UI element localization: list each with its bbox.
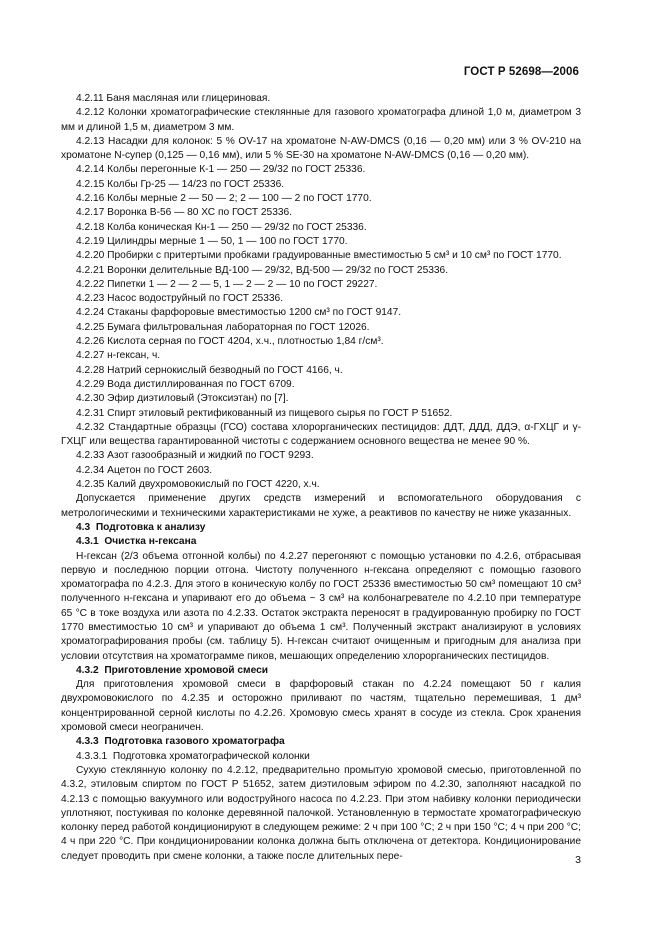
list-item — [61, 192, 581, 206]
item-text: Насос водоструйный по ГОСТ 25336. — [107, 293, 284, 305]
list-item — [61, 249, 581, 263]
section-number: 4.3 — [76, 521, 91, 533]
list-item — [61, 349, 581, 363]
item-number: 4.2.29 — [76, 378, 105, 390]
item-number: 4.2.19 — [76, 235, 105, 247]
item-text: Стаканы фарфоровые вместимостью 1200 см³ по ГОСТ 9147. — [107, 307, 402, 319]
section-4-3-heading — [61, 521, 581, 535]
list-item — [61, 278, 581, 292]
item-number: 4.2.18 — [76, 221, 105, 233]
item-text: Кислота серная по ГОСТ 4204, х.ч., плотностью 1,84 г/см³. — [107, 336, 384, 348]
item-number: 4.2.23 — [76, 293, 105, 305]
section-title: Подготовка газового хроматографа — [104, 736, 285, 748]
item-text: Цилиндры мерные 1 — 50, 1 — 100 по ГОСТ 1770. — [107, 235, 348, 247]
list-item — [61, 335, 581, 349]
list-item — [61, 178, 581, 192]
list-item — [61, 421, 581, 450]
item-number: 4.2.17 — [76, 207, 105, 219]
section-4-3-3-1-heading — [61, 750, 581, 764]
item-text: Спирт этиловый ректификованный из пищевого сырья по ГОСТ Р 51652. — [107, 407, 453, 419]
item-number: 4.2.22 — [76, 278, 105, 290]
page-number: 3 — [575, 854, 581, 866]
section-number: 4.3.3 — [76, 736, 99, 748]
list-item — [61, 163, 581, 177]
item-number: 4.2.27 — [76, 350, 105, 362]
section-title: Очистка н-гексана — [104, 536, 197, 548]
list-item — [61, 449, 581, 463]
item-text: Калий двухромовокислый по ГОСТ 4220, х.ч. — [107, 479, 320, 491]
item-number: 4.2.28 — [76, 364, 105, 376]
item-text: Колонки хроматографические стеклянные для газового хроматографа длиной 1,0 м, диаметром 3 мм и длиной 1,5 м, диаметром 3 мм. — [61, 107, 581, 133]
document-code: ГОСТ Р 52698—2006 — [463, 66, 579, 78]
item-number: 4.2.31 — [76, 407, 105, 419]
section-4-3-1-heading — [61, 535, 581, 549]
item-text: Натрий сернокислый безводный по ГОСТ 4166, ч. — [107, 364, 343, 376]
item-text: Колбы Гр-25 — 14/23 по ГОСТ 25336. — [107, 178, 285, 190]
list-item — [61, 407, 581, 421]
item-number: 4.2.24 — [76, 307, 105, 319]
item-number: 4.2.33 — [76, 450, 105, 462]
list-item — [61, 264, 581, 278]
list-item — [61, 321, 581, 335]
item-text: Ацетон по ГОСТ 2603. — [107, 464, 213, 476]
list-item — [61, 235, 581, 249]
item-text: н-гексан, ч. — [107, 350, 161, 362]
item-number: 4.2.15 — [76, 178, 105, 190]
section-number: 4.3.1 — [76, 536, 99, 548]
item-text: Эфир диэтиловый (Этоксиэтан) по [7]. — [107, 393, 289, 405]
list-item — [61, 392, 581, 406]
section-number: 4.3.3.1 — [76, 750, 108, 762]
item-number: 4.2.16 — [76, 193, 105, 205]
list-item — [61, 306, 581, 320]
list-item — [61, 478, 581, 492]
item-text: Воронки делительные ВД-100 — 29/32, ВД-500 — 29/32 по ГОСТ 25336. — [107, 264, 449, 276]
item-text: Пробирки с притертыми пробками градуированные вместимостью 5 см³ и 10 см³ по ГОСТ 1770. — [107, 250, 562, 262]
item-number: 4.2.30 — [76, 393, 105, 405]
item-number: 4.2.32 — [76, 421, 105, 433]
item-number: 4.2.12 — [76, 107, 105, 119]
section-title: Приготовление хромовой смеси — [104, 664, 269, 676]
section-4-3-2-heading — [61, 664, 581, 678]
section-4-3-3-1-text: Сухую стеклянную колонку по 4.2.12, предварительно промытую хромовой смесью, приготовленной по 4.3.2, этиловым спиртом по ГОСТ Р 51652, затем диэтиловым эфиром по 4.2.30, заполняют насадкой по 4.2.13 с помощью вакуумного или водоструйного насоса по 4.2.23. При этом набивку колонки периодически уплотняют, постукивая по колонке деревянной палочкой. Установленную в термостате хроматографическую колонку перед работой кондиционируют в следующем режиме: 2 ч при 100 °С; 2 ч при 150 °С; 4 ч при 200 °С; 4 ч при 220 °С. При кондиционировании колонка должна быть отключена от детектора. Кондиционирование следует проводить при смене колонки, а также после длительных пере- — [61, 764, 581, 862]
section-title: Подготовка к анализу — [95, 521, 206, 533]
item-number: 4.2.25 — [76, 321, 105, 333]
list-item — [61, 206, 581, 220]
section-4-3-3-heading — [61, 735, 581, 749]
section-4-3-2-text: Для приготовления хромовой смеси в фарфоровый стакан по 4.2.24 помещают 50 г калия двухромовокислого по 4.2.35 и осторожно приливают по частям, тщательно перемешивая, 1 дм³ концентрированной серной кислоты по 4.2.26. Хромовую смесь хранят в сосуде из стекла. Срок хранения хромовой смеси неограничен. — [61, 679, 581, 734]
section-title: Подготовка хроматографической колонки — [112, 750, 310, 762]
item-number: 4.2.26 — [76, 336, 105, 348]
list-item — [61, 92, 581, 106]
section-number: 4.3.2 — [76, 664, 99, 676]
item-text: Пипетки 1 — 2 — 2 — 5, 1 — 2 — 2 — 10 по ГОСТ 29227. — [107, 278, 378, 290]
equipment-list — [61, 92, 581, 492]
item-number: 4.2.20 — [76, 250, 105, 262]
item-number: 4.2.13 — [76, 135, 105, 147]
item-text: Колбы мерные 2 — 50 — 2; 2 — 100 — 2 по ГОСТ 1770. — [107, 193, 372, 205]
item-text: Вода дистиллированная по ГОСТ 6709. — [107, 378, 295, 390]
item-text: Азот газообразный и жидкий по ГОСТ 9293. — [107, 450, 314, 462]
item-number: 4.2.34 — [76, 464, 105, 476]
list-item — [61, 364, 581, 378]
list-item — [61, 464, 581, 478]
item-text: Баня масляная или глицериновая. — [106, 93, 271, 104]
list-item — [61, 106, 581, 135]
item-text: Бумага фильтровальная лабораторная по ГОСТ 12026. — [107, 321, 370, 333]
list-item — [61, 135, 581, 164]
item-number: 4.2.21 — [76, 264, 105, 276]
item-text: Воронка В-56 — 80 ХС по ГОСТ 25336. — [107, 207, 293, 219]
item-text: Колбы перегонные К-1 — 250 — 29/32 по ГОСТ 25336. — [107, 164, 366, 176]
list-item — [61, 221, 581, 235]
item-text: Стандартные образцы (ГСО) состава хлорорганических пестицидов: ДДТ, ДДД, ДДЭ, α-ГХЦГ и γ-ГХЦГ или вещества гарантированной чистоты с содержанием основного вещества не менее 90 %. — [61, 421, 581, 448]
document-body — [61, 92, 581, 864]
list-item — [61, 378, 581, 392]
section-4-3-1-text: Н-гексан (2/3 объема отгонной колбы) по 4.2.27 перегоняют с помощью установки по 4.2.6, отбрасывая первую и последнюю порции отгона. Чистоту полученного н-гексана определяют с помощью газового хроматографа по 4.2.3. Для этого в коническую колбу по ГОСТ 25336 вместимостью 50 см³ помещают 10 см³ полученного н-гексана и упаривают его до объема ~ 3 см³ на колбонагревателе по 4.2.10 при температуре 65 °С в токе воздуха или азота по 4.2.33. Остаток экстракта переносят в градуированную пробирку по ГОСТ 1770 вместимостью 10 см³ и упаривают до объема 1 см³. Полученный экстракт анализируют в условиях хроматографирования пробы (см. таблицу 5). Н-гексан считают очищенным и пригодным для анализа при условии отсутствия на хроматограмме пиков, мешающих определению хлорорганических пестицидов. — [61, 550, 581, 662]
item-number: 4.2.14 — [76, 164, 105, 176]
item-text: Колба коническая Кн-1 — 250 — 29/32 по ГОСТ 25336. — [107, 221, 367, 233]
list-item — [61, 292, 581, 306]
item-number: 4.2.11 — [76, 93, 104, 104]
item-text: Насадки для колонок: 5 % OV-17 на хроматоне N-AW-DMCS (0,16 — 0,20 мм) или 3 % OV-210 на хроматоне N-супер (0,125 — 0,16 мм), или 5 % SE-30 на хроматоне N-AW-DMCS (0,16 — 0,20 мм). — [61, 135, 582, 162]
note-paragraph: Допускается применение других средств измерений и вспомогательного оборудования с метрологическими и техническими характеристиками не хуже, а реактивов по качеству не ниже указанных. — [61, 493, 581, 519]
item-number: 4.2.35 — [76, 479, 105, 491]
